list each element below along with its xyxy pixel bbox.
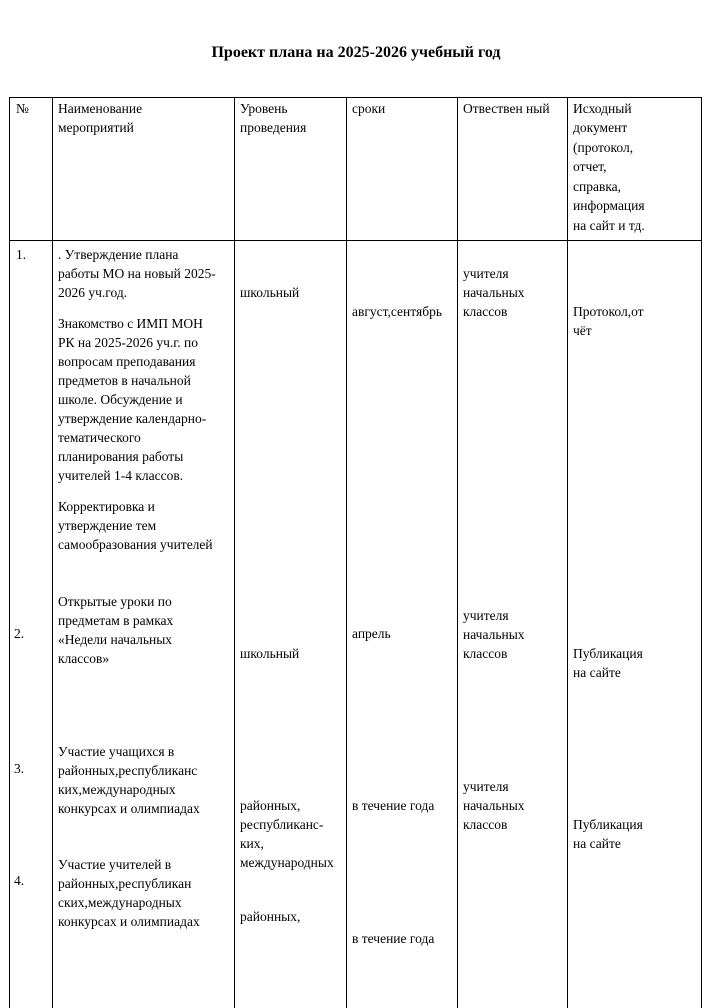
- row1-name-line: школе. Обсуждение и: [58, 392, 183, 407]
- row1-level: школьный: [240, 285, 300, 300]
- col-divider-1: [52, 97, 53, 1008]
- row3-name-line: районных,республиканс: [58, 763, 198, 778]
- row1-responsible-line: классов: [463, 304, 508, 319]
- row3-responsible-line: классов: [463, 817, 508, 832]
- header-level-line: Уровень: [240, 101, 288, 116]
- row-number: 1.: [16, 247, 27, 262]
- row4-name-line: Участие учителей в: [58, 857, 172, 872]
- row1-responsible-line: начальных: [463, 285, 525, 300]
- row3-name-line: конкурсах и олимпиадах: [58, 801, 200, 816]
- row1-document-line: Протокол,от: [573, 304, 644, 319]
- row1-name-line: учителей 1-4 классов.: [58, 468, 184, 483]
- row4-name-line: конкурсах и олимпиадах: [58, 914, 200, 929]
- row1-dates: август,сентябрь: [352, 304, 442, 319]
- header-document-line: документ: [573, 120, 628, 135]
- col-divider-5: [567, 97, 568, 1008]
- row2-responsible-line: учителя: [463, 608, 509, 623]
- row2-document-line: Публикация: [573, 646, 643, 661]
- row2-name-line: Открытые уроки по: [58, 594, 172, 609]
- row4-dates: в течение года: [352, 931, 435, 946]
- row1-document-line: чёт: [573, 323, 592, 338]
- header-divider: [9, 240, 702, 241]
- row1-name-line: РК на 2025-2026 уч.г. по: [58, 335, 199, 350]
- header-dates: сроки: [352, 101, 386, 116]
- row1-name-line: Знакомство с ИМП МОН: [58, 316, 203, 331]
- row1-name-line: самообразования учителей: [58, 537, 213, 552]
- row2-level: школьный: [240, 646, 300, 661]
- row2-responsible-line: классов: [463, 646, 508, 661]
- row2-name-line: классов»: [58, 651, 110, 666]
- row4-name-line: районных,республикан: [58, 876, 192, 891]
- header-name-line: мероприятий: [58, 120, 134, 135]
- row3-name-line: Участие учащихся в: [58, 744, 175, 759]
- row3-level-line: районных,: [240, 798, 301, 813]
- row1-name-line: вопросам преподавания: [58, 354, 196, 369]
- row3-document-line: на сайте: [573, 836, 621, 851]
- col-divider-4: [457, 97, 458, 1008]
- row1-name-line: Корректировка и: [58, 499, 155, 514]
- row1-name-line: . Утверждение плана: [58, 247, 179, 262]
- row1-name-line: работы МО на новый 2025-: [58, 266, 216, 281]
- row4-level: районных,: [240, 909, 301, 924]
- page-title: Проект плана на 2025-2026 учебный год: [211, 44, 501, 61]
- row3-responsible-line: учителя: [463, 779, 509, 794]
- header-document-line: на сайт и тд.: [573, 218, 645, 233]
- row2-dates: апрель: [352, 626, 391, 641]
- row-number: 2.: [14, 626, 25, 641]
- row3-level-line: республиканс-: [240, 817, 324, 832]
- row1-name-line: предметов в начальной: [58, 373, 191, 388]
- row4-name-line: ских,международных: [58, 895, 182, 910]
- header-responsible: Отвествен ный: [463, 101, 550, 116]
- row3-responsible-line: начальных: [463, 798, 525, 813]
- row1-name-line: планирования работы: [58, 449, 184, 464]
- row2-document-line: на сайте: [573, 665, 621, 680]
- header-document-line: справка,: [573, 179, 622, 194]
- row-number: 3.: [14, 761, 25, 776]
- row2-name-line: «Недели начальных: [58, 632, 173, 647]
- row1-name-line: утверждение тем: [58, 518, 157, 533]
- row3-document-line: Публикация: [573, 817, 643, 832]
- table-border-right: [701, 97, 702, 1008]
- row1-name-line: тематического: [58, 430, 141, 445]
- row3-level-line: ких,: [240, 836, 264, 851]
- header-name-line: Наименование: [58, 101, 143, 116]
- header-document-line: Исходный: [573, 101, 632, 116]
- row3-level-line: международных: [240, 855, 334, 870]
- row1-name-line: утверждение календарно-: [58, 411, 207, 426]
- header-document-line: (протокол,: [573, 140, 634, 155]
- col-divider-3: [346, 97, 347, 1008]
- table-border-left: [9, 97, 10, 1008]
- header-level-line: проведения: [240, 120, 307, 135]
- header-number: №: [16, 101, 29, 116]
- row2-name-line: предметам в рамках: [58, 613, 174, 628]
- header-document-line: отчет,: [573, 159, 607, 174]
- row-number: 4.: [14, 873, 25, 888]
- row1-name-line: 2026 уч.год.: [58, 285, 128, 300]
- col-divider-2: [234, 97, 235, 1008]
- table-border-top: [9, 97, 702, 98]
- row1-responsible-line: учителя: [463, 266, 509, 281]
- header-document-line: информация: [573, 198, 645, 213]
- row2-responsible-line: начальных: [463, 627, 525, 642]
- row3-name-line: ких,международных: [58, 782, 176, 797]
- row3-dates: в течение года: [352, 798, 435, 813]
